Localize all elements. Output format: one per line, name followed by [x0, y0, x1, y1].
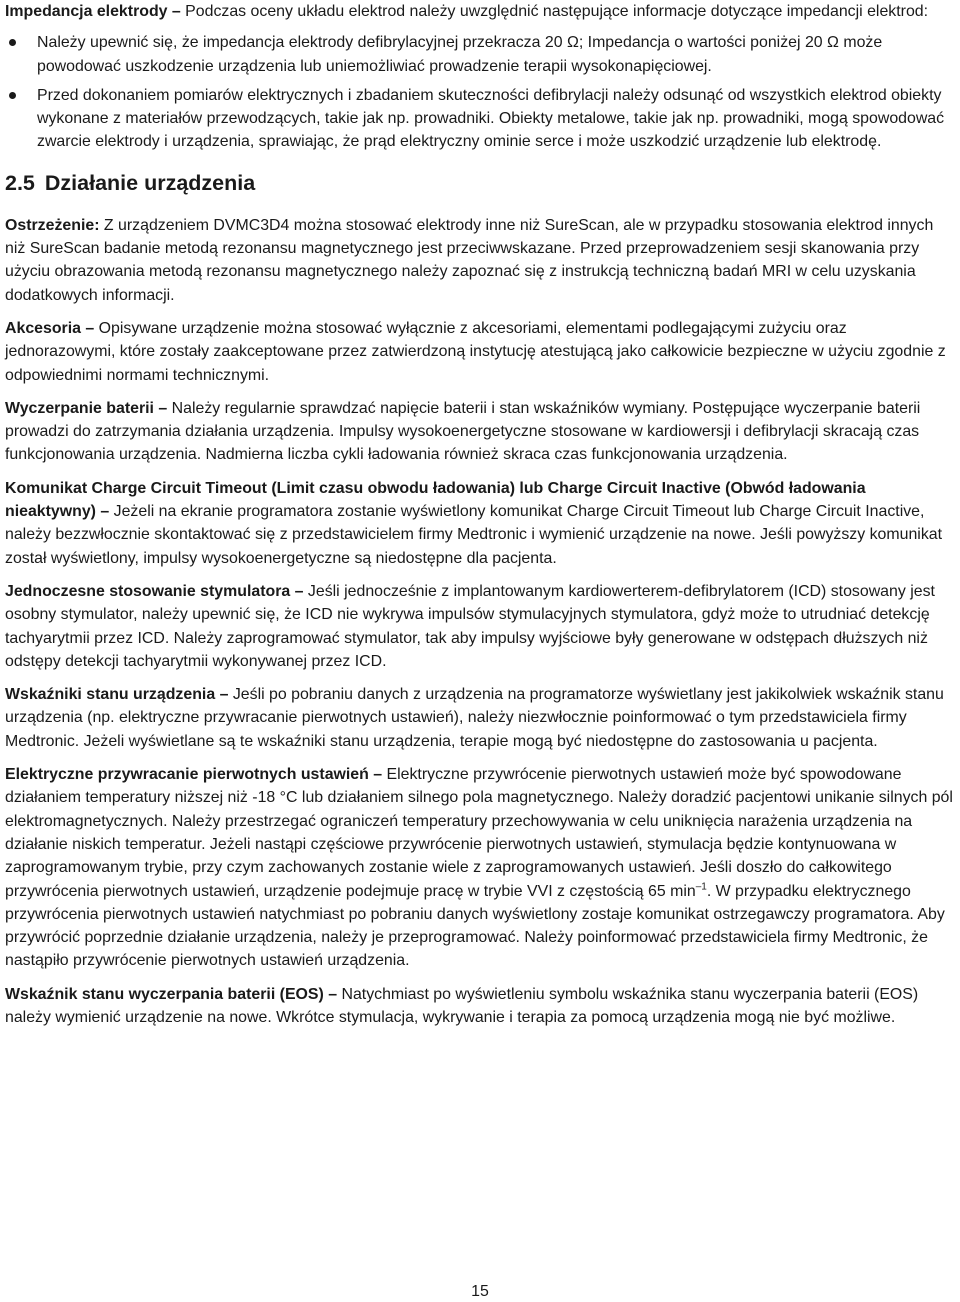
paragraph-title: Akcesoria – — [5, 319, 95, 337]
paragraph-battery-depletion — [5, 397, 955, 467]
paragraph-pacemaker — [5, 580, 955, 673]
paragraph-text: Jeśli jednocześnie z implantowanym kardiowerterem-defibrylatorem (ICD) stosowany jest osobny stymulator, należy upewnić się, że ICD nie wykrywa impulsów stymulacyjnych stymulatora, gdyż może to utrudniać detekcję tachyarytmii przez ICD. Należy zaprogramować stymulator, tak aby impulsy wyjściowe były generowane w odstępach dłuższych niż odstępy detekcji tachyarytmii wykonywanej przez ICD. — [5, 582, 935, 670]
paragraph-text: Natychmiast po wyświetleniu symbolu wskaźnika stanu wyczerpania baterii (EOS) należy wymienić urządzenie na nowe. Wkrótce stymulacja, wykrywanie i terapia za pomocą urządzenia mogą nie być możliwe. — [5, 985, 919, 1026]
document-page — [5, 0, 955, 1039]
bullet-item: Przed dokonaniem pomiarów elektrycznych i zbadaniem skuteczności defibrylacji należy odsunąć od wszystkich elektrod obiekty wykonane z materiałów przewodzących, takie jak np. prowadniki. Obiekty metalowe, takie jak np. prowadniki, mogą spowodować zwarcie elektrody i urządzenia, sprawiając, że prąd elektryczny ominie serce i może uszkodzić urządzenie lub elektrodę. — [5, 84, 955, 154]
paragraph-text: Opisywane urządzenie można stosować wyłącznie z akcesoriami, elementami podlegającymi zużyciu oraz jednorazowymi, które zostały zaakceptowane przez zatwierdzoną instytucję atestującą jako całkowicie bezpieczne w użyciu zgodnie z odpowiednimi normami technicznymi. — [5, 319, 946, 384]
impedance-bullet-list — [5, 31, 955, 153]
page-number: 15 — [471, 1283, 489, 1300]
paragraph-title: Komunikat Charge Circuit Timeout (Limit czasu obwodu ładowania) lub Charge Circuit Inactive (Obwód ładowania nieaktywny) – — [5, 479, 866, 521]
paragraph-text: Elektryczne przywrócenie pierwotnych ustawień może być spowodowane działaniem temperatury niższej niż -18 °C lub działaniem silnego pola magnetycznego. Należy doradzić pacjentowi unikanie silnych pól elektromagnetycznych. Należy przestrzegać ograniczeń temperatury przechowywania w celu uniknięcia narażenia urządzenia na działanie niskich temperatur. Jeżeli nastąpi częściowe przywrócenie pierwotnych ustawień, stymulacja będzie kontynuowana w zaprogramowanym trybie, przy czym zachowanych zostanie wiele z zaprogramowanych ustawień. Jeśli doszło do całkowitego przywrócenia pierwotnych ustawień, urządzenie podejmuje pracę w trybie VVI z częstością 65 min — [5, 766, 953, 900]
paragraph-text: Jeżeli na ekranie programatora zostanie wyświetlony komunikat Charge Circuit Timeout lub Charge Circuit Inactive, należy bezzwłocznie skontaktować się z przedstawicielem firmy Medtronic i wymienić urządzenie na nowe. Jeśli powyższy komunikat został wyświetlony, impulsy wysokoenergetyczne są niedostępne dla pacjenta. — [5, 503, 943, 567]
paragraph-text: Należy regularnie sprawdzać napięcie baterii i stan wskaźników wymiany. Postępujące wyczerpanie baterii prowadzi do zatrzymania działania urządzenia. Impulsy wysokoenergetyczne stosowane w kardiowersji i defibrylacji skracają czas funkcjonowania urządzenia. Nadmierna liczba cykli ładowania również skraca czas funkcjonowania urządzenia. — [5, 399, 921, 464]
paragraph-charge-circuit — [5, 477, 955, 570]
paragraph-title: Jednoczesne stosowanie stymulatora – — [5, 582, 304, 600]
paragraph-text-continued: . W przypadku elektrycznego przywrócenia pierwotnych ustawień natychmiast po pobraniu danych wyświetlony zostaje komunikat ostrzegawczy programatora. Aby przywrócić poprzednie działanie urządzenia, należy je przeprogramować. Należy poinformować przedstawiciela firmy Medtronic, że nastąpiło przywrócenie pierwotnych ustawień urządzenia. — [5, 882, 945, 970]
paragraph-electrical-reset — [5, 763, 955, 973]
impedance-intro: Podczas oceny układu elektrod należy uwzględnić następujące informacje dotyczące impedancji elektrod: — [180, 3, 929, 20]
impedance-title: Impedancja elektrody – — [5, 3, 181, 20]
paragraph-warning — [5, 214, 955, 307]
superscript: –1 — [695, 881, 707, 893]
paragraph-title: Wskaźnik stanu wyczerpania baterii (EOS) – — [5, 985, 338, 1003]
paragraph-title: Wskaźniki stanu urządzenia – — [5, 686, 229, 704]
paragraph-eos — [5, 983, 955, 1030]
paragraph-accessories — [5, 317, 955, 387]
paragraph-title: Wyczerpanie baterii – — [5, 399, 168, 417]
paragraph-text: Jeśli po pobraniu danych z urządzenia na programatorze wyświetlany jest jakikolwiek wskaźnik stanu urządzenia (np. elektryczne przywracanie pierwotnych ustawień), należy niezwłocznie poinformować o tym przedstawiciela firmy Medtronic. Jeżeli wyświetlane są te wskaźniki stanu urządzenia, terapie mogą być niedostępne do zastosowania u pacjenta. — [5, 686, 944, 750]
bullet-item: Należy upewnić się, że impedancja elektrody defibrylacyjnej przekracza 20 Ω; Impedancja o wartości poniżej 20 Ω może powodować uszkodzenie urządzenia lub uniemożliwiać prowadzenie terapii wysokonapięciowej. — [5, 31, 955, 78]
paragraph-text: Z urządzeniem DVMC3D4 można stosować elektrody inne niż SureScan, ale w przypadku stosowania elektrod innych niż SureScan badanie metodą rezonansu magnetycznego jest przeciwwskazane. Przed przeprowadzeniem sesji skanowania przy użyciu obrazowania metodą rezonansu magnetycznego należy zapoznać się z instrukcją techniczną badań MRI w celu uzyskania dodatkowych informacji. — [5, 216, 934, 304]
paragraph-title: Ostrzeżenie: — [5, 216, 100, 234]
impedance-paragraph — [5, 0, 955, 23]
paragraph-status-indicators — [5, 683, 955, 753]
section-number: 2.5 — [5, 170, 35, 195]
section-title: Działanie urządzenia — [44, 170, 256, 195]
paragraph-title: Elektryczne przywracanie pierwotnych ustawień – — [5, 766, 383, 784]
section-heading — [5, 170, 955, 196]
